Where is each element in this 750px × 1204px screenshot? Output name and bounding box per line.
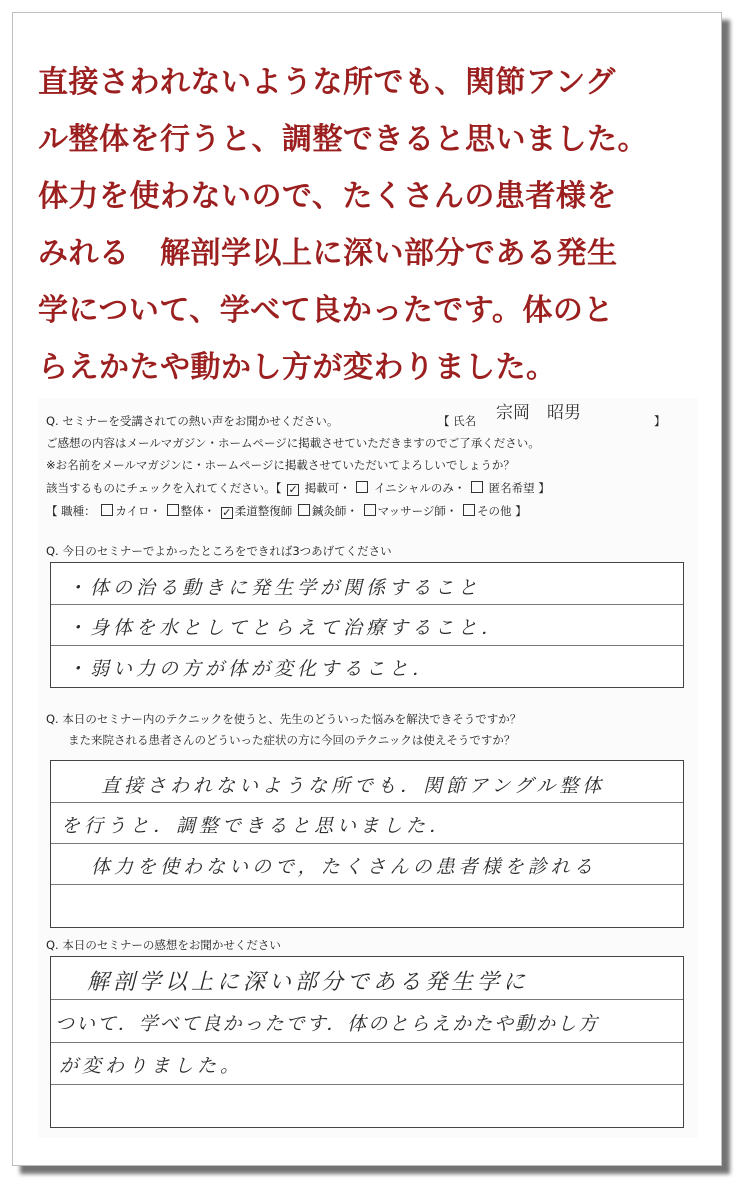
answer-line: ついて．学べて良かったです．体のとらえかたや動かし方 bbox=[55, 1013, 600, 1035]
job-option: 整体 bbox=[180, 504, 204, 518]
check-instruction: 該当するものにチェックを入れてください。【 bbox=[46, 481, 282, 495]
survey-form bbox=[38, 398, 698, 1138]
answer-box-3 bbox=[50, 956, 684, 1128]
answer-line: 解剖学以上に深い部分である発生学に bbox=[87, 970, 530, 995]
question-2-line-2: また来院される患者さんのどういった症状の方に今回のテクニックは使えそうですか？ bbox=[68, 733, 516, 747]
job-checkbox-checked[interactable] bbox=[221, 507, 233, 519]
consent-line: ご感想の内容はメールマガジン・ホームページに掲載させていただきますのでご了承ください。 bbox=[46, 436, 540, 450]
check-mark: ✓ bbox=[288, 483, 298, 496]
anonymous-checkbox[interactable] bbox=[471, 481, 483, 493]
ruled-line bbox=[51, 843, 683, 844]
ruled-line bbox=[51, 802, 683, 803]
question-1: Q. 今日のセミナーでよかったところをできれば3つあげてください bbox=[46, 544, 392, 558]
publish-option: 掲載可・ bbox=[304, 481, 351, 495]
ruled-line bbox=[51, 999, 683, 1000]
ask-line: ※お名前をメールマガジンに・ホームページに掲載させていただいてよろしいでしょうか？ bbox=[46, 458, 515, 472]
check-mark: ✓ bbox=[222, 506, 232, 519]
headline-line: 学について、学べて良かったです。体のと bbox=[38, 293, 614, 328]
publish-option: イニシャルのみ・ bbox=[374, 481, 466, 495]
headline-line: らえかたや動かし方が変わりました。 bbox=[38, 350, 557, 385]
job-checkbox[interactable] bbox=[364, 504, 376, 516]
publish-row bbox=[46, 481, 550, 496]
job-option: カイロ bbox=[115, 504, 150, 518]
job-row: 【 職種： カイロ・ 整体・ ✓ 柔道整復師 鍼灸師・ マッサージ師・ その他 】 bbox=[46, 504, 527, 519]
job-label: 【 職種： bbox=[46, 504, 96, 518]
headline-line: みれる 解剖学以上に深い部分である発生 bbox=[38, 236, 618, 271]
ruled-line bbox=[51, 604, 683, 605]
answer-line: ・弱い力の方が体が変化すること． bbox=[67, 658, 436, 680]
answer-box-1 bbox=[50, 562, 684, 688]
job-option: その他 bbox=[477, 504, 512, 518]
job-checkbox[interactable] bbox=[463, 504, 475, 516]
question-0: Q. セミナーを受講されての熱い声をお聞かせください。 bbox=[46, 414, 339, 428]
answer-line: が変わりました。 bbox=[59, 1055, 244, 1077]
job-checkbox[interactable] bbox=[167, 504, 179, 516]
headline-line: 直接さわれないような所でも、関節アング bbox=[38, 65, 616, 100]
answer-line: を行うと．調整できると思いました． bbox=[61, 815, 453, 837]
answer-line: 体力を使わないので，たくさんの患者様を診れる bbox=[91, 856, 597, 878]
job-checkbox[interactable] bbox=[101, 504, 113, 516]
name-label: 【 氏名 bbox=[438, 414, 477, 428]
answer-line: ・身体を水としてとらえて治療すること． bbox=[67, 617, 505, 639]
headline-line: ル整体を行うと、調整できると思いました。 bbox=[38, 122, 648, 157]
ruled-line bbox=[51, 1042, 683, 1043]
ruled-line bbox=[51, 1084, 683, 1085]
headline-line: 体力を使わないので、たくさんの患者様を bbox=[38, 179, 617, 214]
name-value: 宗岡 昭男 bbox=[496, 403, 581, 423]
question-3: Q. 本日のセミナーの感想をお聞かせください bbox=[46, 938, 281, 952]
ruled-line bbox=[51, 645, 683, 646]
publish-checkbox[interactable] bbox=[287, 484, 299, 496]
testimonial-headline bbox=[38, 54, 688, 396]
initials-checkbox[interactable] bbox=[356, 481, 368, 493]
name-close: 】 bbox=[654, 414, 666, 428]
answer-box-2 bbox=[50, 760, 684, 928]
job-option: 鍼灸師 bbox=[311, 504, 347, 518]
job-checkbox[interactable] bbox=[298, 504, 310, 516]
answer-line: ・体の治る動きに発生学が関係すること bbox=[67, 577, 482, 599]
job-option: 柔道整復師 bbox=[234, 504, 293, 518]
publish-option: 匿名希望 bbox=[488, 481, 535, 495]
job-option: マッサージ師 bbox=[377, 504, 446, 518]
answer-line: 直接さわれないような所でも．関節アングル整体 bbox=[101, 775, 606, 797]
bracket-close: 】 bbox=[515, 504, 527, 518]
question-2-line-1: Q. 本日のセミナー内のテクニックを使うと、先生のどういった悩みを解決できそうですか？ bbox=[46, 712, 522, 726]
ruled-line bbox=[51, 884, 683, 885]
bracket-close: 】 bbox=[538, 481, 550, 495]
